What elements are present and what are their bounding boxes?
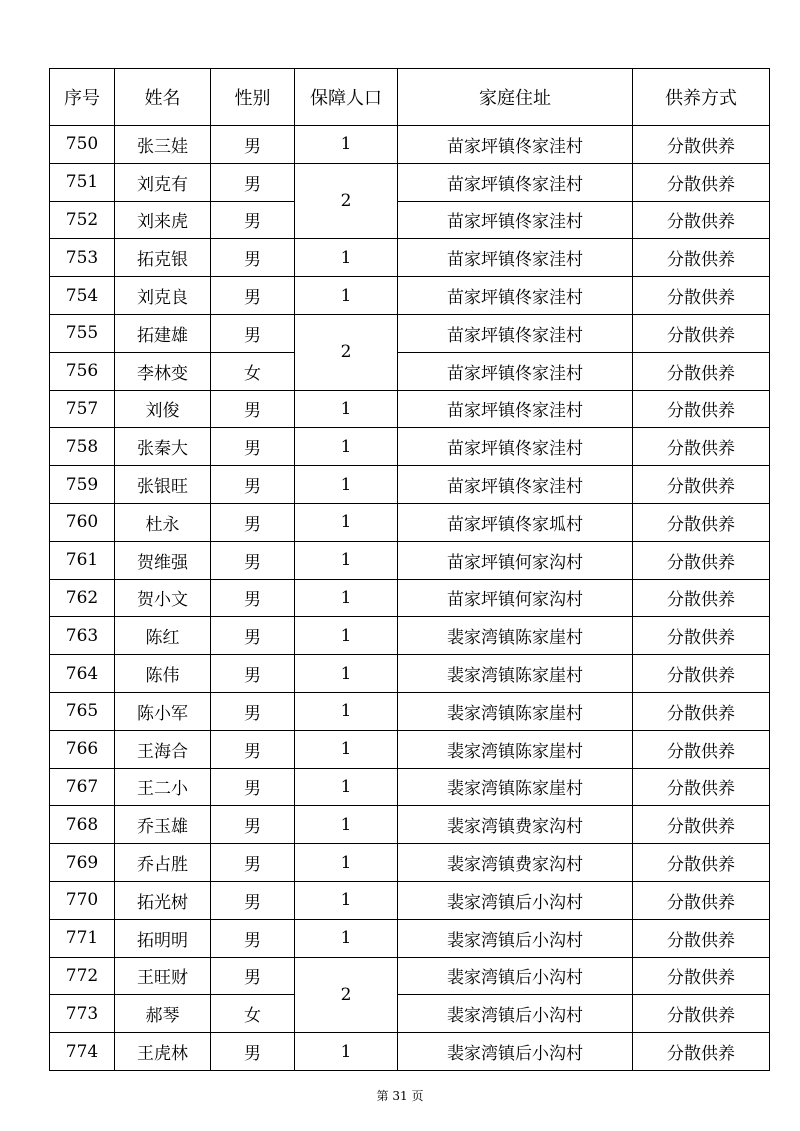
row-home-address: 裴家湾镇陈家崖村 — [398, 730, 633, 768]
row-sex: 男 — [211, 1033, 295, 1071]
row-support-type: 分散供养 — [633, 1033, 770, 1071]
row-name: 贺小文 — [115, 579, 211, 617]
row-name: 刘来虎 — [115, 201, 211, 239]
table-row — [50, 806, 770, 844]
row-name: 刘克良 — [115, 277, 211, 315]
row-sex: 男 — [211, 692, 295, 730]
row-serial: 751 — [50, 163, 115, 201]
row-home-address: 裴家湾镇后小沟村 — [398, 957, 633, 995]
row-serial: 756 — [50, 352, 115, 390]
row-home-address: 苗家坪镇何家沟村 — [398, 579, 633, 617]
row-support-type: 分散供养 — [633, 957, 770, 995]
row-home-address: 苗家坪镇佟家洼村 — [398, 201, 633, 239]
row-covered-population: 2 — [295, 314, 398, 390]
row-home-address: 裴家湾镇陈家崖村 — [398, 692, 633, 730]
row-covered-population: 1 — [295, 844, 398, 882]
row-covered-population: 1 — [295, 1033, 398, 1071]
header-row — [50, 69, 770, 126]
table-row — [50, 881, 770, 919]
row-name: 拓克银 — [115, 239, 211, 277]
row-name: 王海合 — [115, 730, 211, 768]
row-sex: 男 — [211, 163, 295, 201]
row-sex: 男 — [211, 655, 295, 693]
row-support-type: 分散供养 — [633, 201, 770, 239]
row-name: 李林变 — [115, 352, 211, 390]
row-covered-population: 1 — [295, 239, 398, 277]
row-serial: 761 — [50, 541, 115, 579]
row-support-type: 分散供养 — [633, 995, 770, 1033]
row-support-type: 分散供养 — [633, 881, 770, 919]
row-sex: 男 — [211, 314, 295, 352]
row-support-type: 分散供养 — [633, 730, 770, 768]
row-name: 乔玉雄 — [115, 806, 211, 844]
row-sex: 男 — [211, 579, 295, 617]
header-covered-population: 保障人口 — [295, 69, 398, 126]
row-serial: 762 — [50, 579, 115, 617]
row-name: 陈小军 — [115, 692, 211, 730]
row-home-address: 苗家坪镇佟家洼村 — [398, 314, 633, 352]
row-sex: 男 — [211, 919, 295, 957]
row-support-type: 分散供养 — [633, 239, 770, 277]
row-sex: 男 — [211, 466, 295, 504]
row-home-address: 苗家坪镇佟家洼村 — [398, 163, 633, 201]
row-serial: 763 — [50, 617, 115, 655]
row-covered-population: 1 — [295, 617, 398, 655]
table-row — [50, 466, 770, 504]
table-row — [50, 239, 770, 277]
table-row — [50, 126, 770, 164]
row-support-type: 分散供养 — [633, 541, 770, 579]
row-covered-population: 1 — [295, 806, 398, 844]
row-home-address: 苗家坪镇佟家洼村 — [398, 428, 633, 466]
row-covered-population: 1 — [295, 503, 398, 541]
row-support-type: 分散供养 — [633, 126, 770, 164]
row-serial: 765 — [50, 692, 115, 730]
row-sex: 男 — [211, 428, 295, 466]
row-name: 张秦大 — [115, 428, 211, 466]
row-support-type: 分散供养 — [633, 352, 770, 390]
row-serial: 766 — [50, 730, 115, 768]
row-serial: 771 — [50, 919, 115, 957]
row-covered-population: 1 — [295, 428, 398, 466]
table-row — [50, 579, 770, 617]
row-home-address: 苗家坪镇佟家洼村 — [398, 126, 633, 164]
row-home-address: 苗家坪镇佟家洼村 — [398, 466, 633, 504]
row-serial: 754 — [50, 277, 115, 315]
row-home-address: 裴家湾镇陈家崖村 — [398, 617, 633, 655]
row-support-type: 分散供养 — [633, 163, 770, 201]
table-row — [50, 692, 770, 730]
header-name: 姓名 — [115, 69, 211, 126]
row-sex: 男 — [211, 277, 295, 315]
row-name: 王旺财 — [115, 957, 211, 995]
row-support-type: 分散供养 — [633, 768, 770, 806]
table-row — [50, 730, 770, 768]
row-name: 张银旺 — [115, 466, 211, 504]
table-row — [50, 314, 770, 352]
table-row — [50, 957, 770, 995]
row-name: 刘俊 — [115, 390, 211, 428]
row-covered-population: 1 — [295, 466, 398, 504]
row-serial: 764 — [50, 655, 115, 693]
table-row — [50, 919, 770, 957]
header-serial: 序号 — [50, 69, 115, 126]
row-support-type: 分散供养 — [633, 655, 770, 693]
table-row — [50, 541, 770, 579]
row-support-type: 分散供养 — [633, 466, 770, 504]
row-sex: 男 — [211, 126, 295, 164]
row-home-address: 裴家湾镇陈家崖村 — [398, 768, 633, 806]
header-home-address: 家庭住址 — [398, 69, 633, 126]
row-sex: 男 — [211, 844, 295, 882]
row-name: 拓光树 — [115, 881, 211, 919]
row-support-type: 分散供养 — [633, 806, 770, 844]
table-row — [50, 768, 770, 806]
row-name: 拓明明 — [115, 919, 211, 957]
row-sex: 男 — [211, 503, 295, 541]
row-name: 陈红 — [115, 617, 211, 655]
row-name: 刘克有 — [115, 163, 211, 201]
table-row — [50, 995, 770, 1033]
row-serial: 772 — [50, 957, 115, 995]
row-sex: 男 — [211, 768, 295, 806]
row-name: 张三娃 — [115, 126, 211, 164]
row-sex: 男 — [211, 881, 295, 919]
table-row — [50, 390, 770, 428]
row-home-address: 苗家坪镇佟家坬村 — [398, 503, 633, 541]
row-name: 乔占胜 — [115, 844, 211, 882]
row-covered-population: 1 — [295, 692, 398, 730]
row-serial: 774 — [50, 1033, 115, 1071]
row-serial: 757 — [50, 390, 115, 428]
row-serial: 760 — [50, 503, 115, 541]
row-serial: 770 — [50, 881, 115, 919]
row-covered-population: 1 — [295, 881, 398, 919]
row-serial: 750 — [50, 126, 115, 164]
row-sex: 男 — [211, 390, 295, 428]
table-row — [50, 428, 770, 466]
row-sex: 女 — [211, 352, 295, 390]
row-support-type: 分散供养 — [633, 617, 770, 655]
row-name: 杜永 — [115, 503, 211, 541]
row-home-address: 苗家坪镇佟家洼村 — [398, 277, 633, 315]
table-row — [50, 844, 770, 882]
row-sex: 男 — [211, 730, 295, 768]
row-covered-population: 1 — [295, 390, 398, 428]
row-sex: 男 — [211, 239, 295, 277]
row-sex: 男 — [211, 806, 295, 844]
row-name: 王虎林 — [115, 1033, 211, 1071]
row-sex: 男 — [211, 617, 295, 655]
row-name: 王二小 — [115, 768, 211, 806]
row-serial: 773 — [50, 995, 115, 1033]
row-sex: 男 — [211, 541, 295, 579]
row-home-address: 裴家湾镇后小沟村 — [398, 1033, 633, 1071]
row-sex: 男 — [211, 957, 295, 995]
row-covered-population: 2 — [295, 163, 398, 239]
row-serial: 755 — [50, 314, 115, 352]
row-name: 陈伟 — [115, 655, 211, 693]
row-home-address: 苗家坪镇佟家洼村 — [398, 390, 633, 428]
row-serial: 768 — [50, 806, 115, 844]
row-covered-population: 1 — [295, 730, 398, 768]
row-home-address: 裴家湾镇费家沟村 — [398, 806, 633, 844]
row-support-type: 分散供养 — [633, 277, 770, 315]
table-row — [50, 1033, 770, 1071]
row-support-type: 分散供养 — [633, 390, 770, 428]
row-support-type: 分散供养 — [633, 844, 770, 882]
row-home-address: 苗家坪镇何家沟村 — [398, 541, 633, 579]
header-support-type: 供养方式 — [633, 69, 770, 126]
row-covered-population: 1 — [295, 919, 398, 957]
row-covered-population: 1 — [295, 541, 398, 579]
row-serial: 752 — [50, 201, 115, 239]
row-home-address: 裴家湾镇陈家崖村 — [398, 655, 633, 693]
row-home-address: 苗家坪镇佟家洼村 — [398, 239, 633, 277]
row-covered-population: 1 — [295, 277, 398, 315]
table-row — [50, 655, 770, 693]
row-support-type: 分散供养 — [633, 428, 770, 466]
table-row — [50, 277, 770, 315]
table-row — [50, 617, 770, 655]
row-support-type: 分散供养 — [633, 919, 770, 957]
row-serial: 769 — [50, 844, 115, 882]
row-home-address: 裴家湾镇后小沟村 — [398, 881, 633, 919]
row-sex: 女 — [211, 995, 295, 1033]
roster-table — [49, 68, 770, 1071]
row-serial: 753 — [50, 239, 115, 277]
row-support-type: 分散供养 — [633, 692, 770, 730]
row-name: 拓建雄 — [115, 314, 211, 352]
roster-body — [50, 126, 770, 1071]
header-sex: 性别 — [211, 69, 295, 126]
row-home-address: 裴家湾镇后小沟村 — [398, 919, 633, 957]
table-row — [50, 163, 770, 201]
row-covered-population: 1 — [295, 768, 398, 806]
row-name: 郝琴 — [115, 995, 211, 1033]
row-support-type: 分散供养 — [633, 579, 770, 617]
table-row — [50, 503, 770, 541]
row-home-address: 苗家坪镇佟家洼村 — [398, 352, 633, 390]
row-serial: 758 — [50, 428, 115, 466]
row-covered-population: 1 — [295, 655, 398, 693]
row-home-address: 裴家湾镇费家沟村 — [398, 844, 633, 882]
row-covered-population: 1 — [295, 126, 398, 164]
row-covered-population: 2 — [295, 957, 398, 1033]
row-sex: 男 — [211, 201, 295, 239]
row-serial: 767 — [50, 768, 115, 806]
table-row — [50, 201, 770, 239]
row-covered-population: 1 — [295, 579, 398, 617]
page-number: 第 31 页 — [376, 1089, 424, 1103]
row-name: 贺维强 — [115, 541, 211, 579]
row-support-type: 分散供养 — [633, 503, 770, 541]
row-support-type: 分散供养 — [633, 314, 770, 352]
row-serial: 759 — [50, 466, 115, 504]
table-row — [50, 352, 770, 390]
row-home-address: 裴家湾镇后小沟村 — [398, 995, 633, 1033]
